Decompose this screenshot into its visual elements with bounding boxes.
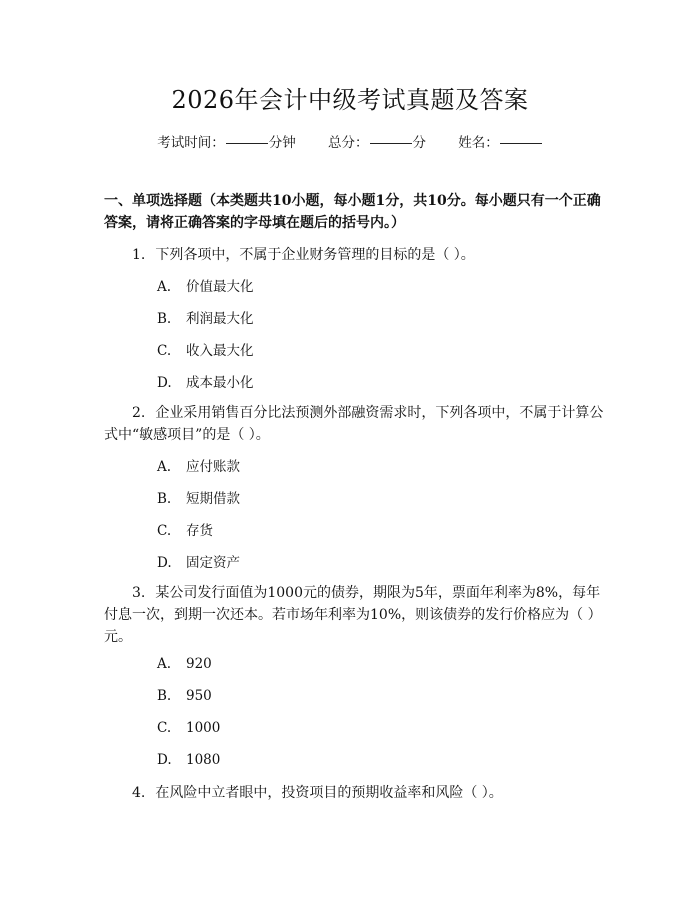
question-number: 2.	[132, 405, 146, 421]
option-2b	[157, 487, 240, 507]
question-text: 企业采用销售百分比法预测外部融资需求时，下列各项中，不属于计算公式中“敏感项目”的是（ ）。	[104, 405, 604, 443]
option-2a	[157, 455, 240, 475]
option-letter: C.	[157, 523, 172, 539]
option-text: 价值最大化	[186, 279, 254, 295]
total-score-field	[328, 135, 430, 151]
option-3c	[157, 720, 220, 736]
question-2	[104, 402, 604, 446]
question-4	[104, 782, 604, 804]
question-1	[104, 244, 604, 266]
option-letter: A.	[157, 459, 172, 475]
option-1c	[157, 339, 254, 359]
option-text: 应付账款	[186, 459, 240, 475]
option-2d	[157, 551, 240, 571]
option-letter: C.	[157, 343, 172, 359]
total-score-blank	[370, 143, 412, 144]
question-number: 3.	[132, 585, 146, 601]
option-text: 920	[186, 656, 212, 672]
option-letter: B.	[157, 311, 172, 327]
option-text: 950	[186, 688, 212, 704]
option-1d	[157, 371, 254, 391]
option-text: 收入最大化	[186, 343, 254, 359]
option-letter: D.	[157, 375, 172, 391]
option-text: 1080	[186, 752, 221, 768]
name-label: 姓名：	[458, 135, 499, 151]
question-number: 1.	[132, 247, 146, 263]
section-heading: 一、单项选择题（本类题共10小题，每小题1分，共10分。每小题只有一个正确答案，请将正确答案的字母填在题后的括号内。）	[104, 193, 601, 231]
question-text: 在风险中立者眼中，投资项目的预期收益率和风险（ ）。	[155, 785, 503, 801]
option-letter: D.	[157, 555, 172, 571]
option-text: 存货	[186, 523, 213, 539]
option-1a	[157, 275, 254, 295]
question-text: 某公司发行面值为1000元的债券，期限为5年，票面年利率为8%，每年付息一次，到期一次还本。若市场年利率为10%，则该债券的发行价格应为（ ）元。	[104, 585, 602, 645]
option-letter: B.	[157, 688, 172, 704]
exam-time-label: 考试时间：	[157, 135, 225, 151]
exam-time-blank	[226, 143, 268, 144]
name-blank	[500, 143, 542, 144]
exam-meta	[0, 131, 700, 151]
option-text: 短期借款	[186, 491, 240, 507]
page-title: 2026年会计中级考试真题及答案	[171, 86, 529, 114]
option-1b	[157, 307, 254, 327]
option-text: 1000	[186, 720, 221, 736]
option-3b	[157, 688, 212, 704]
exam-time-field	[157, 135, 300, 151]
option-letter: C.	[157, 720, 172, 736]
question-text: 下列各项中，不属于企业财务管理的目标的是（ ）。	[155, 247, 475, 263]
name-field	[458, 135, 543, 151]
option-letter: B.	[157, 491, 172, 507]
option-text: 成本最小化	[186, 375, 254, 391]
question-number: 4.	[132, 785, 146, 801]
total-score-label: 总分：	[328, 135, 369, 151]
question-3	[104, 582, 604, 648]
option-letter: D.	[157, 752, 172, 768]
option-3a	[157, 656, 212, 672]
option-letter: A.	[157, 656, 172, 672]
option-2c	[157, 519, 213, 539]
option-3d	[157, 752, 220, 768]
option-text: 固定资产	[186, 555, 240, 571]
option-text: 利润最大化	[186, 311, 254, 327]
exam-time-unit: 分钟	[268, 135, 296, 151]
total-score-unit: 分	[412, 135, 426, 151]
option-letter: A.	[157, 279, 172, 295]
